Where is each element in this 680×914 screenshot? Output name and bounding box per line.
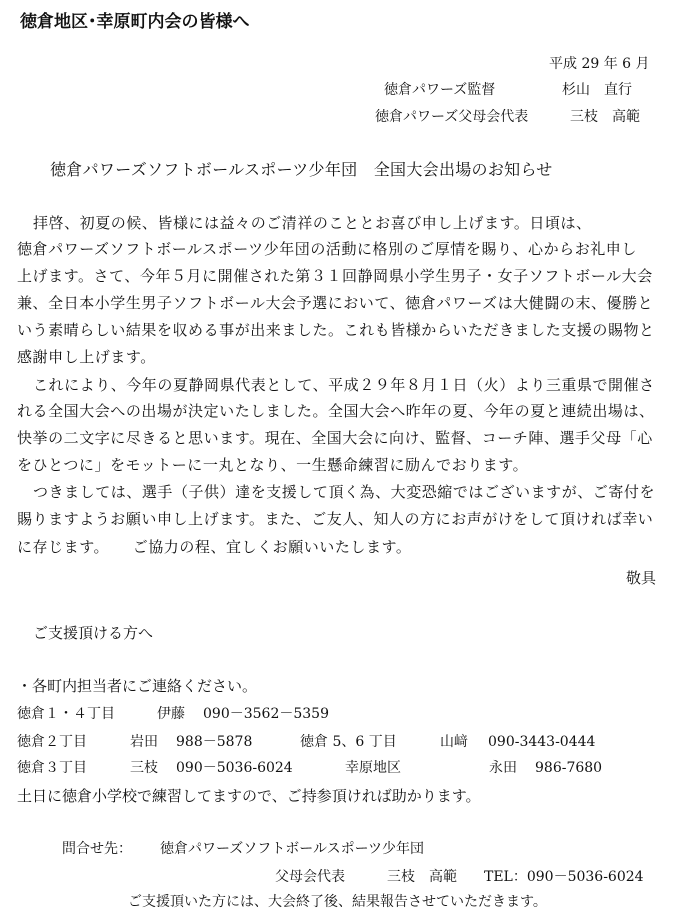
director-role: 徳倉パワーズ監督 bbox=[384, 82, 496, 98]
final-note: ご支援頂いた方には、大会終了後、結果報告させていただきます。 bbox=[128, 894, 547, 910]
body-line: 感謝申し上げます。 bbox=[17, 348, 156, 366]
contact-phone: 986-7680 bbox=[535, 760, 603, 776]
support-heading: ご支援頂ける方へ bbox=[33, 624, 154, 642]
inquiry-org: 徳倉パワーズソフトボールスポーツ少年団 bbox=[160, 841, 425, 857]
contact-heading: ・各町内担当者にご連絡ください。 bbox=[17, 677, 258, 695]
inquiry-role: 父母会代表 bbox=[275, 869, 345, 885]
contact-name: 伊藤 bbox=[157, 706, 185, 722]
contact-phone: 090－3562－5359 bbox=[203, 706, 329, 722]
contact-area: 徳倉 5、6 丁目 bbox=[300, 734, 397, 750]
contact-name: 三枝 bbox=[130, 760, 158, 776]
contact-phone: 090－5036-6024 bbox=[176, 760, 293, 776]
body-line: に存じます。 ご協力の程、宜しくお願いいたします。 bbox=[17, 538, 412, 556]
page-title: 徳倉地区･幸原町内会の皆様へ bbox=[20, 12, 250, 32]
parent-role: 徳倉パワーズ父母会代表 bbox=[375, 109, 529, 125]
body-line: 上げます。さて、今年５月に開催された第３１回静岡県小学生男子・女子ソフトボール大会 bbox=[17, 267, 653, 285]
body-line: 拝啓、初夏の候、皆様には益々のご清祥のこととお喜び申し上げます。日頃は、 bbox=[33, 214, 592, 232]
inquiry-tel: TEL：090－5036-6024 bbox=[484, 869, 644, 885]
inquiry-label: 問合せ先： bbox=[62, 841, 132, 857]
body-line: 徳倉パワーズソフトボールスポーツ少年団の活動に格別のご厚情を賜り、心からお礼申し bbox=[17, 240, 637, 258]
contact-area: 徳倉２丁目 bbox=[17, 734, 87, 750]
contact-area: 徳倉３丁目 bbox=[17, 760, 87, 776]
contact-phone: 090-3443-0444 bbox=[488, 734, 596, 750]
parent-name: 三枝 高範 bbox=[570, 109, 640, 125]
body-line: 兼、全日本小学生男子ソフトボール大会予選において、徳倉パワーズは大健闘の末、優勝と bbox=[17, 294, 654, 312]
notice-title: 徳倉パワーズソフトボールスポーツ少年団 全国大会出場のお知らせ bbox=[50, 160, 553, 179]
contact-name: 岩田 bbox=[130, 734, 158, 750]
body-line: れる全国大会への出場が決定いたしました。全国大会へ昨年の夏、今年の夏と連続出場は、 bbox=[17, 402, 655, 420]
body-line: 賜りますようお願い申し上げます。また、ご友人、知人の方にお声がけをして頂ければ幸い bbox=[17, 510, 654, 528]
date: 平成 29 年 6 月 bbox=[549, 56, 650, 72]
contact-name: 山﨑 bbox=[440, 734, 468, 750]
director-name: 杉山 直行 bbox=[562, 82, 632, 98]
body-line: 快挙の二文字に尽きると思います。現在、全国大会に向け、監督、コーチ陣、選手父母「心 bbox=[17, 429, 653, 447]
body-line: をひとつに」をモットーに一丸となり、一生懸命練習に励んでおります。 bbox=[17, 456, 529, 474]
body-line: これにより、今年の夏静岡県代表として、平成２９年８月１日（火）より三重県で開催さ bbox=[33, 376, 655, 394]
contact-area: 徳倉１・４丁目 bbox=[17, 706, 115, 722]
closing: 敬具 bbox=[626, 569, 657, 587]
body-line: つきましては、選手（子供）達を支援して頂く為、大変恐縮ではございますが、ご寄付を bbox=[33, 483, 656, 501]
contact-area: 幸原地区 bbox=[345, 760, 401, 776]
contact-phone: 988－5878 bbox=[176, 734, 253, 750]
practice-note: 土日に徳倉小学校で練習してますので、ご持参頂ければ助かります。 bbox=[17, 787, 481, 805]
inquiry-name: 三枝 高範 bbox=[387, 869, 457, 885]
body-line: いう素晴らしい結果を収める事が出来ました。これも皆様からいただきました支援の賜物と bbox=[17, 321, 655, 339]
contact-name: 永田 bbox=[489, 760, 517, 776]
